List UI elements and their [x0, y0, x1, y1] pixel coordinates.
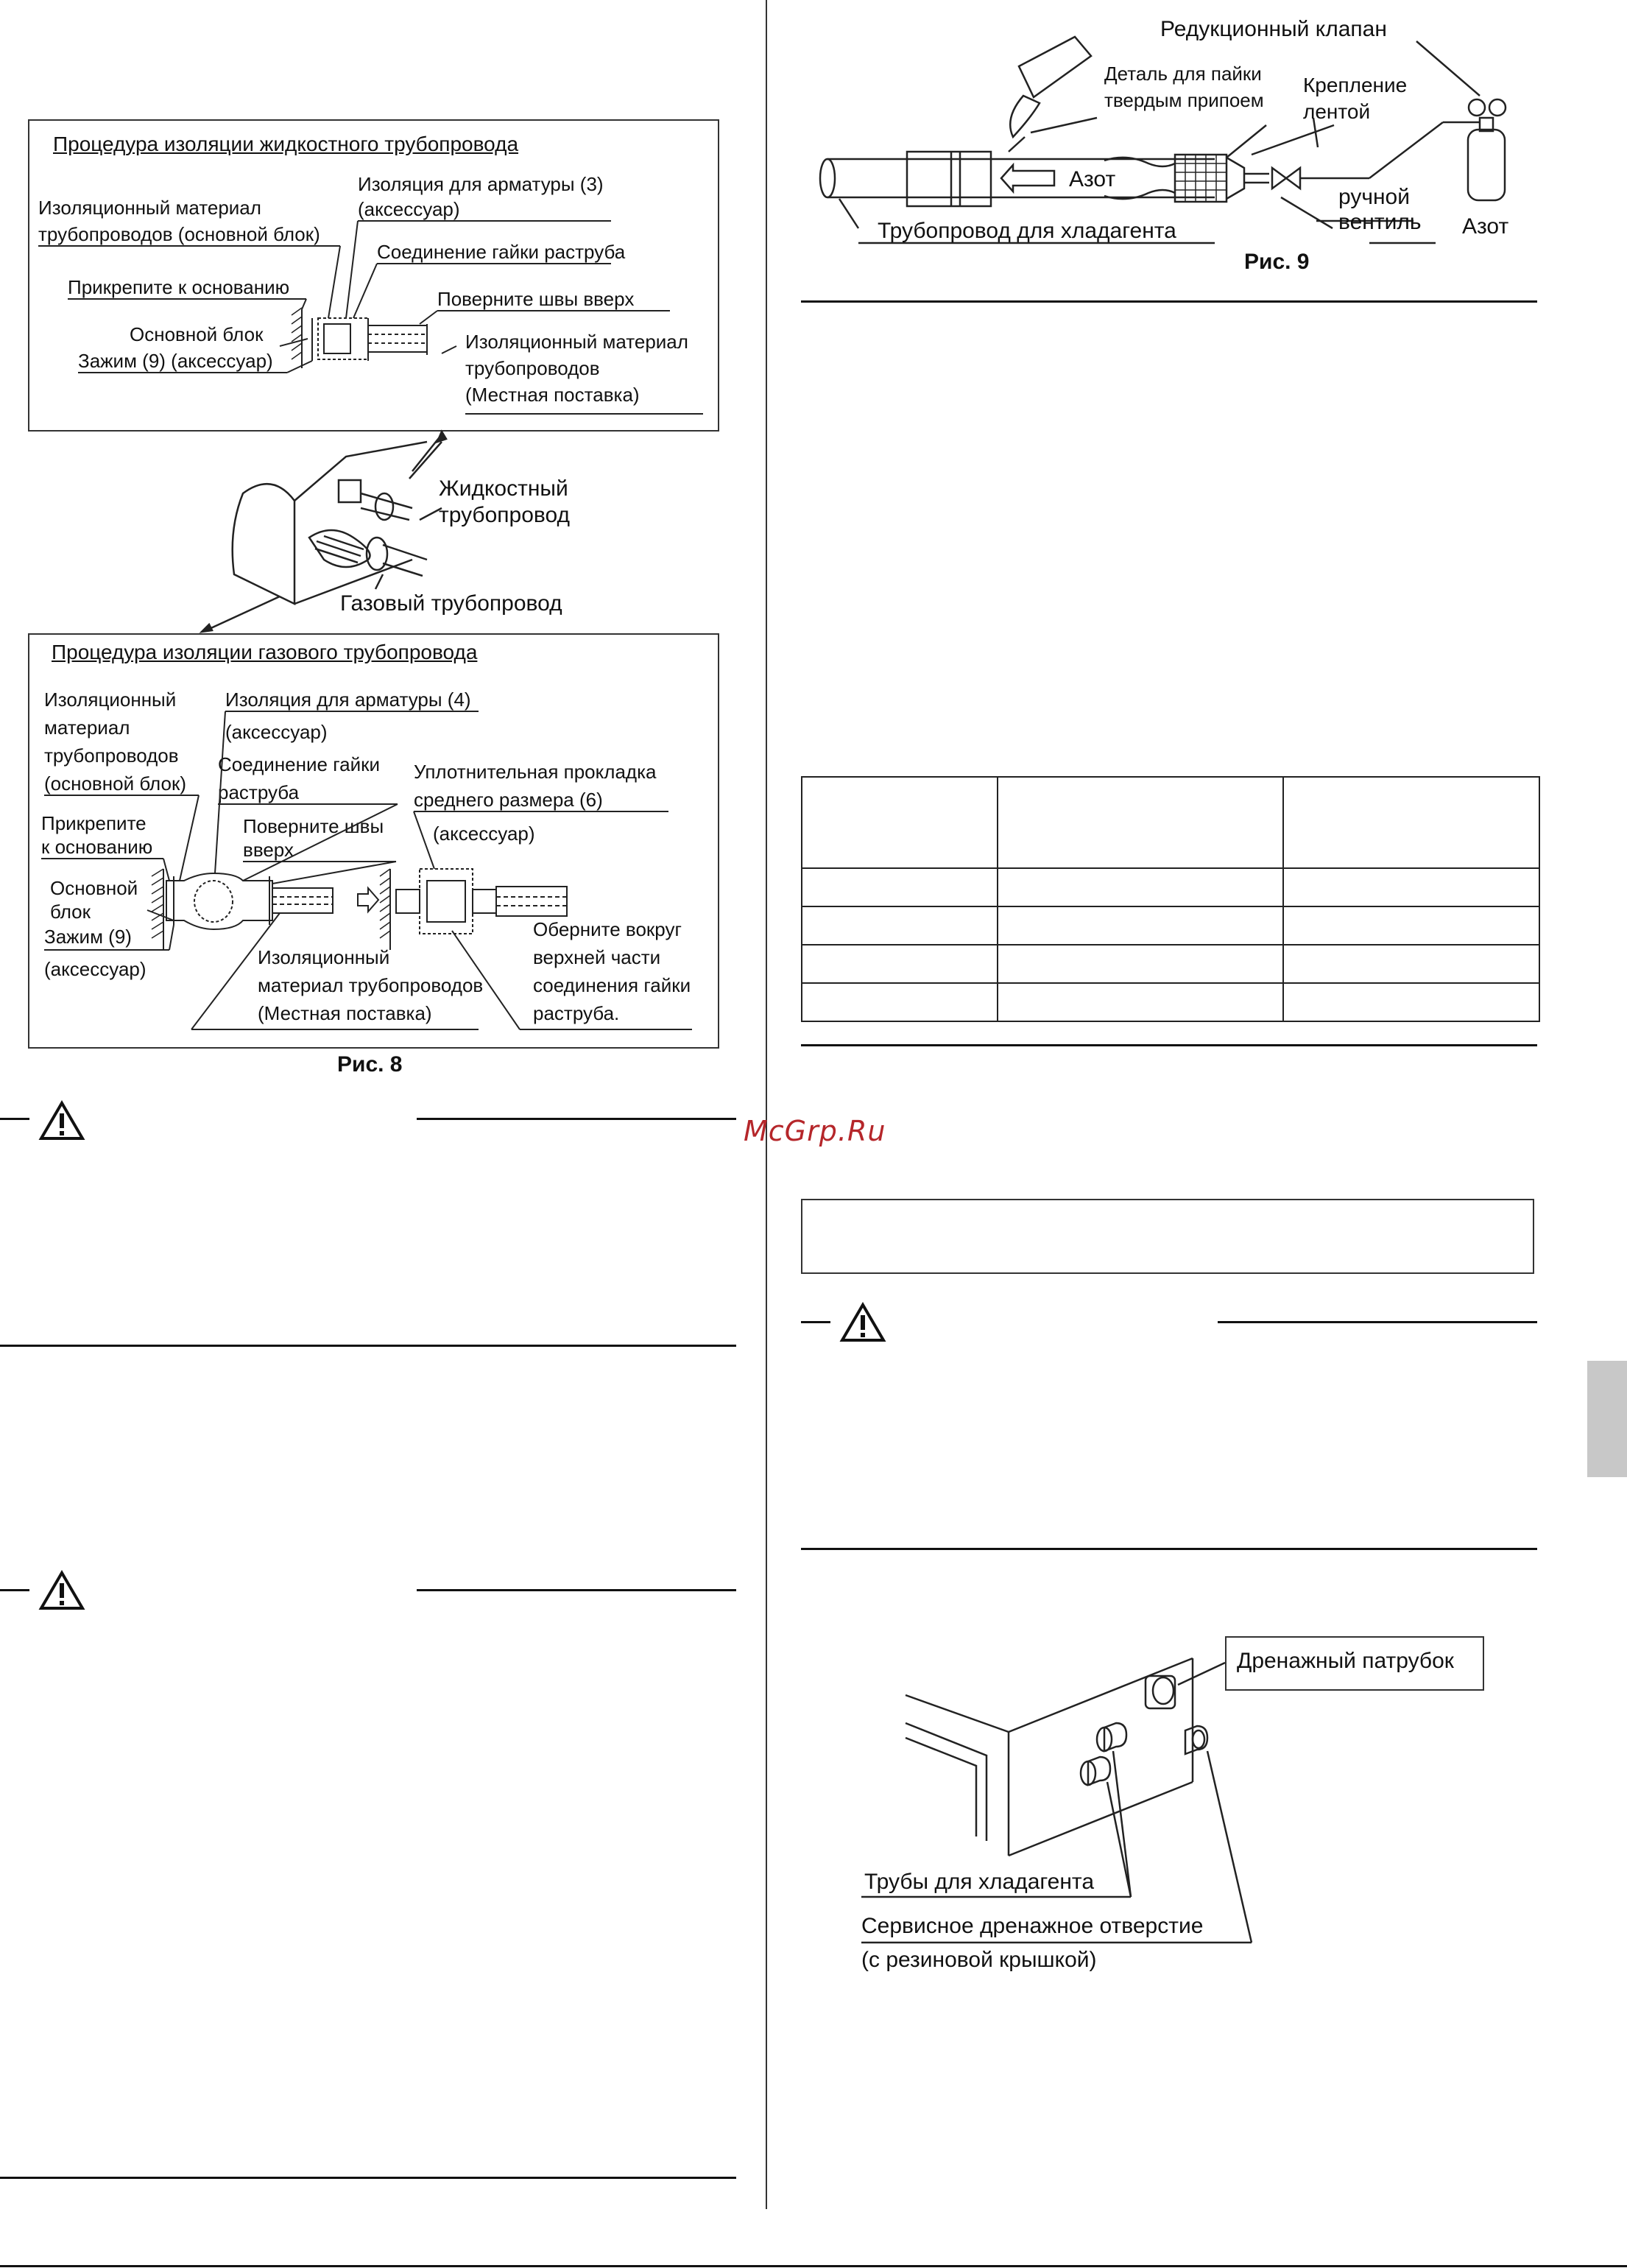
liquid-clamp: Зажим (9) (аксессуар): [78, 350, 273, 372]
liquid-insul-local-3: (Местная поставка): [465, 384, 640, 406]
gas-insul-main-1: Изоляционный: [44, 688, 177, 711]
liquid-attach: Прикрепите к основанию: [68, 276, 290, 298]
gas-fitting-2: (аксессуар): [225, 721, 328, 743]
liquid-insul-main-1: Изоляционный материал: [38, 197, 261, 219]
taping-label-2: лентой: [1303, 100, 1371, 123]
liquid-insul-local-1: Изоляционный материал: [465, 331, 688, 353]
watermark: McGrp.Ru: [744, 1115, 886, 1147]
fig9-caption: Рис. 9: [1244, 250, 1310, 274]
liquid-flare: Соединение гайки раструба: [377, 241, 626, 263]
gas-unit-2: блок: [50, 901, 91, 923]
gas-seams-1: Поверните швы: [243, 815, 384, 837]
liquid-box-title: Процедура изоляции жидкостного трубопровода: [53, 133, 519, 155]
gas-insul-local-1: Изоляционный: [258, 946, 390, 968]
nitrogen-arrow-label: Азот: [1069, 167, 1116, 191]
refrigerant-pipes-label: Трубы для хладагента: [864, 1870, 1094, 1894]
gas-attach-1: Прикрепите: [41, 812, 147, 834]
gas-attach-2: к основанию: [41, 836, 153, 858]
service-port-label-2: (с резиновой крышкой): [861, 1948, 1097, 1972]
liquid-fitting-2: (аксессуар): [358, 198, 460, 220]
gas-insul-main-2: материал: [44, 716, 130, 739]
taping-label-1: Крепление: [1303, 74, 1408, 96]
section-rule: [0, 2177, 736, 2179]
refrigerant-pipe-label: Трубопровод для хладагента: [878, 219, 1176, 243]
nitrogen-tank-label: Азот: [1462, 214, 1509, 239]
gas-wrap-3: соединения гайки: [533, 974, 691, 996]
unit-liquid-label-2: трубопровод: [439, 503, 571, 527]
gas-insul-local-3: (Местная поставка): [258, 1002, 432, 1024]
gas-flare-2: раструба: [218, 781, 300, 803]
gas-unit-1: Основной: [50, 877, 138, 899]
fig8-caption: Рис. 8: [337, 1052, 403, 1077]
liquid-seams: Поверните швы вверх: [437, 288, 635, 310]
gas-flare-1: Соединение гайки: [218, 753, 380, 775]
service-port-label-1: Сервисное дренажное отверстие: [861, 1914, 1204, 1938]
gas-wrap-2: верхней части: [533, 946, 661, 968]
reducer-label: Редукционный клапан: [1160, 17, 1387, 41]
gas-wrap-4: раструба.: [533, 1002, 620, 1024]
brazing-label-1: Деталь для пайки: [1104, 63, 1262, 85]
page-bottom-rule: [0, 2265, 1627, 2267]
gas-gasket-2: среднего размера (6): [414, 789, 603, 811]
gas-gasket-1: Уплотнительная прокладка: [414, 761, 657, 783]
liquid-insul-local-2: трубопроводов: [465, 357, 600, 379]
drain-socket-label: Дренажный патрубок: [1237, 1649, 1454, 1673]
valve-label-1: ручной: [1338, 185, 1410, 209]
liquid-unit: Основной блок: [130, 323, 264, 345]
gas-gasket-3: (аксессуар): [433, 823, 535, 845]
liquid-insul-main-2: трубопроводов (основной блок): [38, 223, 320, 245]
gas-clamp-2: (аксессуар): [44, 958, 147, 980]
gas-seams-2: вверх: [243, 839, 294, 861]
gas-box-title: Процедура изоляции газового трубопровода: [52, 641, 478, 663]
unit-gas-label: Газовый трубопровод: [340, 591, 562, 616]
gas-clamp-1: Зажим (9): [44, 926, 132, 948]
unit-liquid-label-1: Жидкостный: [439, 476, 568, 501]
valve-label-2: вентиль: [1338, 210, 1422, 234]
gas-insul-main-3: трубопроводов: [44, 744, 179, 767]
gas-wrap-1: Оберните вокруг: [533, 918, 682, 940]
brazing-label-2: твердым припоем: [1104, 89, 1264, 111]
gas-fitting-1: Изоляция для арматуры (4): [225, 688, 471, 711]
gas-insul-main-4: (основной блок): [44, 772, 186, 795]
gas-insul-local-2: материал трубопроводов: [258, 974, 484, 996]
liquid-fitting-1: Изоляция для арматуры (3): [358, 173, 604, 195]
